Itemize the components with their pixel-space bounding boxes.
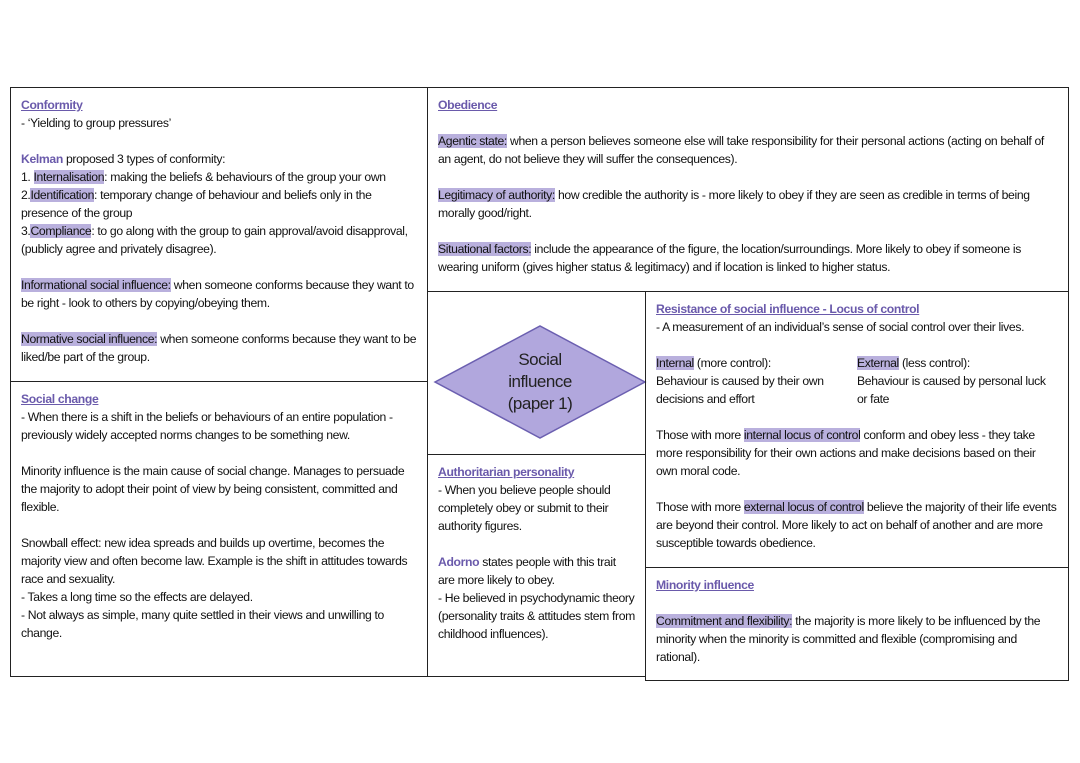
text-segment: : to go along with the group to gain approval/avoid disapproval, (publicly agree and privately disagree). — [21, 224, 408, 256]
text-segment: how credible the authority is - more likely to obey if they are seen as credible in terms of being morally good/right. — [438, 188, 1030, 220]
social-change-panel — [10, 381, 428, 677]
external-suffix: (less control): — [898, 356, 970, 370]
conformity-paragraph — [21, 276, 417, 312]
conformity-paragraph — [21, 114, 417, 132]
obedience-paragraph — [438, 240, 1058, 276]
resistance-panel — [645, 291, 1069, 568]
text-segment: - When you believe people should completely obey or submit to their authority figures. — [438, 483, 611, 533]
text-segment: conform and obey less - they take more responsibility for their own actions and make decisions based on their own moral code. — [656, 428, 1036, 478]
text-segment: Minority influence is the main cause of social change. Manages to persuade the majority to adopt their point of view by being consistent, committed and flexible. — [21, 464, 405, 514]
diamond-title — [490, 349, 590, 415]
external-desc: Behaviour is caused by personal luck or fate — [857, 374, 1046, 406]
highlighted-term: Normative social influence: — [21, 332, 158, 346]
social-change-heading: Social change — [21, 392, 99, 406]
internal-desc: Behaviour is caused by their own decisions and effort — [656, 374, 824, 406]
external-label: External — [857, 356, 899, 370]
resistance-heading: Resistance of social influence - Locus of control — [656, 302, 920, 316]
text-segment: - When there is a shift in the beliefs or behaviours of an entire population - previously widely accepted norms changes to be something new. — [21, 410, 393, 442]
text-segment: - Takes a long time so the effects are delayed. — [21, 590, 253, 604]
diamond-line-3: (paper 1) — [507, 394, 573, 413]
text-segment: Snowball effect: new idea spreads and builds up overtime, becomes the majority view and often become law. Example is the shift in attitudes towards race and sexuality. — [21, 536, 408, 586]
text-segment: when a person believes someone else will take responsibility for their personal actions (acting on behalf of an agent, do not believe they will suffer the consequences). — [438, 134, 1044, 166]
social-change-paragraph — [21, 408, 417, 444]
resistance-intro: - A measurement of an individual’s sense of social control over their lives. — [656, 320, 1025, 334]
internal-label: Internal — [656, 356, 694, 370]
text-segment: : making the beliefs & behaviours of the group your own — [104, 170, 386, 184]
highlighted-term: internal locus of control — [743, 428, 861, 442]
highlighted-term: external locus of control — [743, 500, 864, 514]
minority-panel — [645, 567, 1069, 681]
obedience-heading: Obedience — [438, 98, 498, 112]
highlighted-term: Commitment and flexibility: — [656, 614, 793, 628]
text-segment: : temporary change of behaviour and beliefs only in the presence of the group — [21, 188, 372, 220]
authoritarian-paragraph — [438, 481, 635, 535]
minority-heading: Minority influence — [656, 578, 754, 592]
conformity-panel — [10, 87, 428, 382]
text-segment: Those with more — [656, 500, 744, 514]
text-segment: Those with more — [656, 428, 744, 442]
key-name: Adorno — [438, 555, 480, 569]
resistance-paragraph — [656, 426, 1058, 480]
highlighted-term: Internalisation — [33, 170, 105, 184]
highlighted-term: Legitimacy of authority: — [438, 188, 555, 202]
highlighted-term: Compliance — [30, 224, 92, 238]
highlighted-term: Situational factors: — [438, 242, 532, 256]
obedience-paragraph — [438, 132, 1058, 168]
minority-paragraph — [656, 612, 1058, 666]
text-segment: the majority is more likely to be influenced by the minority when the minority is committed and flexible (compromising and rational). — [656, 614, 1041, 664]
text-segment: - ‘Yielding to group pressures’ — [21, 116, 171, 130]
obedience-panel — [427, 87, 1069, 292]
text-segment: 2. — [21, 188, 31, 202]
internal-suffix: (more control): — [693, 356, 771, 370]
authoritarian-paragraph — [438, 553, 635, 643]
conformity-paragraph — [21, 330, 417, 366]
text-segment: when someone conforms because they want to be liked/be part of the group. — [21, 332, 417, 364]
diamond-line-2: influence — [508, 372, 572, 391]
text-segment: when someone conforms because they want to be right - look to others by copying/obeying them. — [21, 278, 414, 310]
resistance-paragraph — [656, 498, 1058, 552]
text-segment: include the appearance of the figure, the location/surroundings. More likely to obey if someone is wearing uniform (gives higher status & legitimacy) and if location is linked to higher status. — [438, 242, 1021, 274]
highlighted-term: Informational social influence: — [21, 278, 171, 292]
social-change-paragraph — [21, 462, 417, 516]
social-change-paragraph — [21, 534, 417, 642]
conformity-heading: Conformity — [21, 98, 83, 112]
obedience-paragraph — [438, 186, 1058, 222]
authoritarian-panel — [427, 454, 646, 677]
text-segment: 1. — [21, 170, 34, 184]
conformity-paragraph — [21, 150, 417, 258]
external-column — [857, 354, 1058, 408]
text-segment: - Not always as simple, many quite settled in their views and unwilling to change. — [21, 608, 384, 640]
highlighted-term: Agentic state: — [438, 134, 507, 148]
diamond-line-1: Social — [518, 350, 562, 369]
text-segment: proposed 3 types of conformity: — [62, 152, 226, 166]
text-segment: states people with this trait are more likely to obey. — [438, 555, 616, 587]
authoritarian-heading: Authoritarian personality — [438, 465, 575, 479]
key-name: Kelman — [21, 152, 63, 166]
text-segment: 3. — [21, 224, 31, 238]
internal-column — [656, 354, 857, 408]
text-segment: - He believed in psychodynamic theory (personality traits & attitudes stem from childhood influences). — [438, 591, 635, 641]
text-segment: believe the majority of their life events are beyond their control. More likely to act on behalf of another and are more susceptible towards obedience. — [656, 500, 1057, 550]
highlighted-term: Identification — [30, 188, 94, 202]
